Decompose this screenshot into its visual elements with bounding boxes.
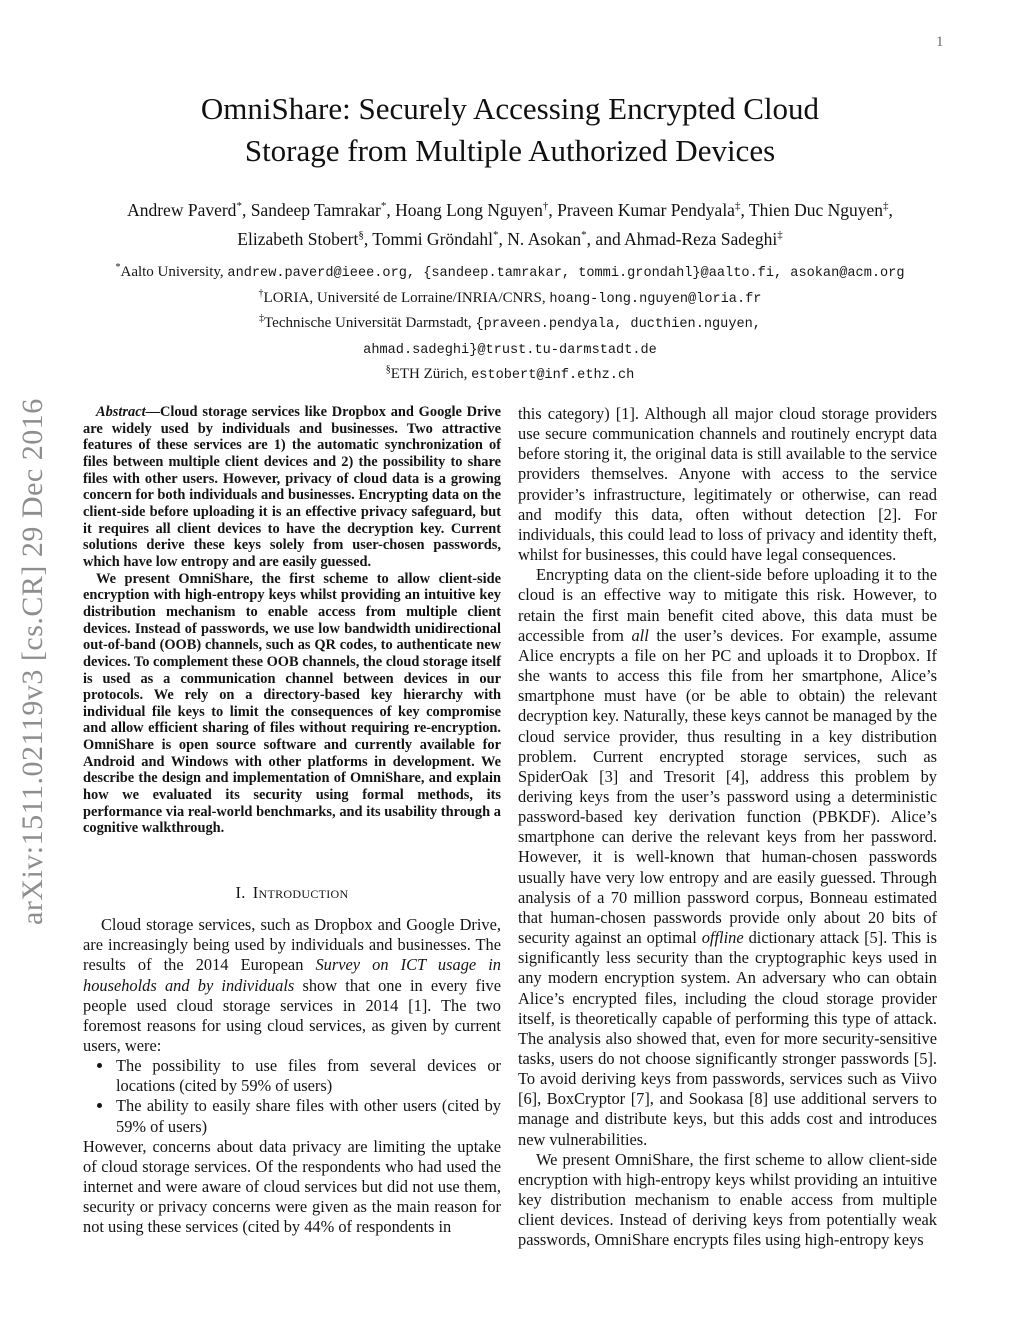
col2-paragraph-3: We present OmniShare, the first scheme to allow client-side encryption with high-entropy keys whilst providing an intuitive key distribution mechanism to enable access from multiple client devices. Instead of deriving keys from potentially weak passwords, OmniShare encrypts files using high-entropy keys (518, 1149, 937, 1250)
affiliation-line (40, 335, 980, 361)
page-number: 1 (936, 34, 944, 50)
paper-title-line1: OmniShare: Securely Accessing Encrypted Cloud (200, 91, 820, 126)
author-name: Thien Duc Nguyen‡, (748, 199, 893, 220)
affiliation-institution: LORIA, Université de Lorraine/INRIA/CNRS, (263, 289, 550, 306)
abstract-paragraph-1: Abstract—Cloud storage services like Dropbox and Google Drive are widely used by individuals and businesses. Two attractive features of these services are 1) the automatic synchronization of files between multiple client devices and 2) the possibility to share files with other users. However, privacy of cloud data is a growing concern for both individuals and businesses. Encrypting data on the client-side before uploading it is an effective privacy safeguard, but it requires all client devices to have the decryption key. Current solutions derive these keys solely from user-chosen passwords, which have low entropy and are easily guessed. (83, 404, 501, 570)
intro-bullet-list (83, 1056, 501, 1137)
affiliation-institution: Aalto University, (120, 264, 228, 280)
author-name: Andrew Paverd*, (127, 199, 251, 220)
italic-offline: offline (701, 928, 744, 948)
author-line-1 (50, 194, 970, 223)
author-name: Sandeep Tamrakar*, (250, 199, 396, 220)
affiliation-email: andrew.paverd@ieee.org, {sandeep.tamrakar, tommi.grondahl}@aalto.fi, asokan@acm.org (227, 266, 905, 281)
author-name: Elizabeth Stobert§, (237, 228, 373, 249)
author-affiliation-mark: * (581, 228, 587, 241)
author-name: Hoang Long Nguyen†, (395, 199, 558, 220)
affiliation-mark: † (258, 287, 264, 299)
author-name: Ahmad-Reza Sadeghi‡ (624, 228, 783, 249)
affiliation-institution: ETH Zürich, (390, 366, 472, 382)
affiliation-line (40, 309, 980, 335)
section-heading-introduction: I. Introduction (235, 883, 349, 903)
author-list (50, 194, 970, 252)
column-right (518, 404, 937, 1251)
author-affiliation-mark: § (358, 228, 364, 241)
paper-title (90, 88, 930, 172)
author-name: Tommi Gröndahl*, (372, 228, 508, 249)
author-name: Praveen Kumar Pendyala‡, (557, 199, 749, 220)
affiliation-mark: § (385, 364, 391, 375)
author-name: N. Asokan*, and (507, 228, 625, 249)
affiliation-line (40, 360, 980, 386)
abstract-label: Abstract (96, 404, 146, 420)
affiliation-institution: Technische Universität Darmstadt, (264, 315, 476, 331)
affiliation-line (40, 284, 980, 310)
affiliation-email: ahmad.sadeghi}@trust.tu-darmstadt.de (363, 342, 657, 358)
author-affiliation-mark: * (380, 200, 387, 212)
italic-all: all (631, 625, 649, 645)
author-affiliation-mark: ‡ (883, 200, 889, 212)
intro-paragraph-1: Cloud storage services, such as Dropbox and Google Drive, are increasingly being used by individuals and businesses. The results of the 2014 European Survey on ICT usage in households and by individuals show that one in every five people used cloud storage services in 2014 [1]. The two foremost reasons for using cloud services, as given by current users, were: (83, 915, 502, 1055)
author-affiliation-mark: ‡ (777, 228, 783, 241)
abstract (83, 404, 501, 837)
bullet-item: • The possibility to use files from several devices or locations (cited by 59% of users) (114, 1056, 501, 1096)
affiliation-mark: ‡ (259, 313, 265, 324)
affiliation-email: estobert@inf.ethz.ch (471, 368, 635, 383)
col2-paragraph-1: this category) [1]. Although all major cloud storage providers use secure communication channels and routinely encrypt data before storing it, the original data is still available to the service providers themselves. Anyone with access to the service provider’s infrastructure, legitimately or otherwise, can read and modify this data, often without detection [2]. For individuals, this could lead to loss of privacy and identity theft, whilst for businesses, this could have legal consequences. (518, 404, 937, 565)
arxiv-watermark: arXiv:1511.02119v3 [cs.CR] 29 Dec 2016 (16, 398, 49, 926)
italic-survey-title: Survey on ICT usage in households and by individuals (83, 955, 502, 995)
author-affiliation-mark: * (493, 228, 499, 241)
author-line-2 (50, 223, 970, 252)
author-affiliation-mark: * (236, 200, 242, 212)
intro-paragraph-2: However, concerns about data privacy are limiting the uptake of cloud storage services. Of the respondents who had used the internet and were aware of cloud services but did not use them, security or privacy concerns were given as the main reason for not using these services (cited by 44% of respondents in (83, 1136, 501, 1237)
affiliations (40, 258, 980, 386)
author-affiliation-mark: † (542, 200, 549, 212)
affiliation-line (40, 258, 980, 284)
bullet-item: • The ability to easily share files with other users (cited by 59% of users) (114, 1096, 501, 1136)
affiliation-email: hoang-long.nguyen@loria.fr (549, 291, 762, 307)
column-left (83, 404, 501, 1238)
affiliation-mark: * (115, 262, 121, 273)
col2-paragraph-2: Encrypting data on the client-side before uploading it to the cloud is an effective way to mitigate this risk. However, to retain the first main benefit cited above, this data must be accessible from all the user’s devices. For example, assume Alice encrypts a file on her PC and uploads it to Dropbox. If she wants to access this file from her smartphone, Alice’s smartphone must have (or be able to obtain) the relevant decryption key. Naturally, these keys cannot be managed by the cloud service provider, thus resulting in a key distribution problem. Current encrypted storage services, such as SpiderOak [3] and Tresorit [4], address this problem by deriving keys from the user’s password using a deterministic password-based key derivation function (PBKDF). Alice’s smartphone can derive the relevant keys from her password. However, it is well-known that human-chosen passwords usually have very low entropy and are easily guessed. Through analysis of a 70 million password corpus, Bonneau estimated that human-chosen passwords provide only about 20 bits of security against an optimal offline dictionary attack [5]. This is significantly less security than the cryptographic keys used in any modern encryption system. An adversary who can obtain Alice’s encrypted files, including the cloud storage provider itself, is theoretically capable of performing this type of attack. The analysis also showed that, even for more security-sensitive tasks, users do not choose significantly stronger passwords [5]. To avoid deriving keys from passwords, services such as Viivo [6], BoxCryptor [7], and Sookasa [8] use additional servers to manage and distribute keys, but this adds cost and introduces new vulnerabilities. (518, 565, 937, 1149)
paper-title-line2: Storage from Multiple Authorized Devices (244, 133, 776, 169)
author-affiliation-mark: ‡ (734, 200, 741, 212)
abstract-paragraph-2: We present OmniShare, the first scheme to allow client-side encryption with high-entropy keys whilst providing an intuitive key distribution mechanism to enable access from multiple client devices. Instead of passwords, we use low bandwidth unidirectional out-of-band (OOB) channels, such as QR codes, to authenticate new devices. To complement these OOB channels, the cloud storage itself is used as a communication channel between devices in our protocols. We rely on a directory-based key hierarchy with individual file keys to limit the consequences of key compromise and allow efficient sharing of files without requiring re-encryption. OmniShare is open source software and currently available for Android and Windows with other platforms in development. We describe the design and implementation of OmniShare, and explain how we evaluated its security using formal methods, its performance via real-world benchmarks, and its usability through a cognitive walkthrough. (83, 570, 501, 837)
affiliation-email: {praveen.pendyala, ducthien.nguyen, (475, 317, 761, 332)
